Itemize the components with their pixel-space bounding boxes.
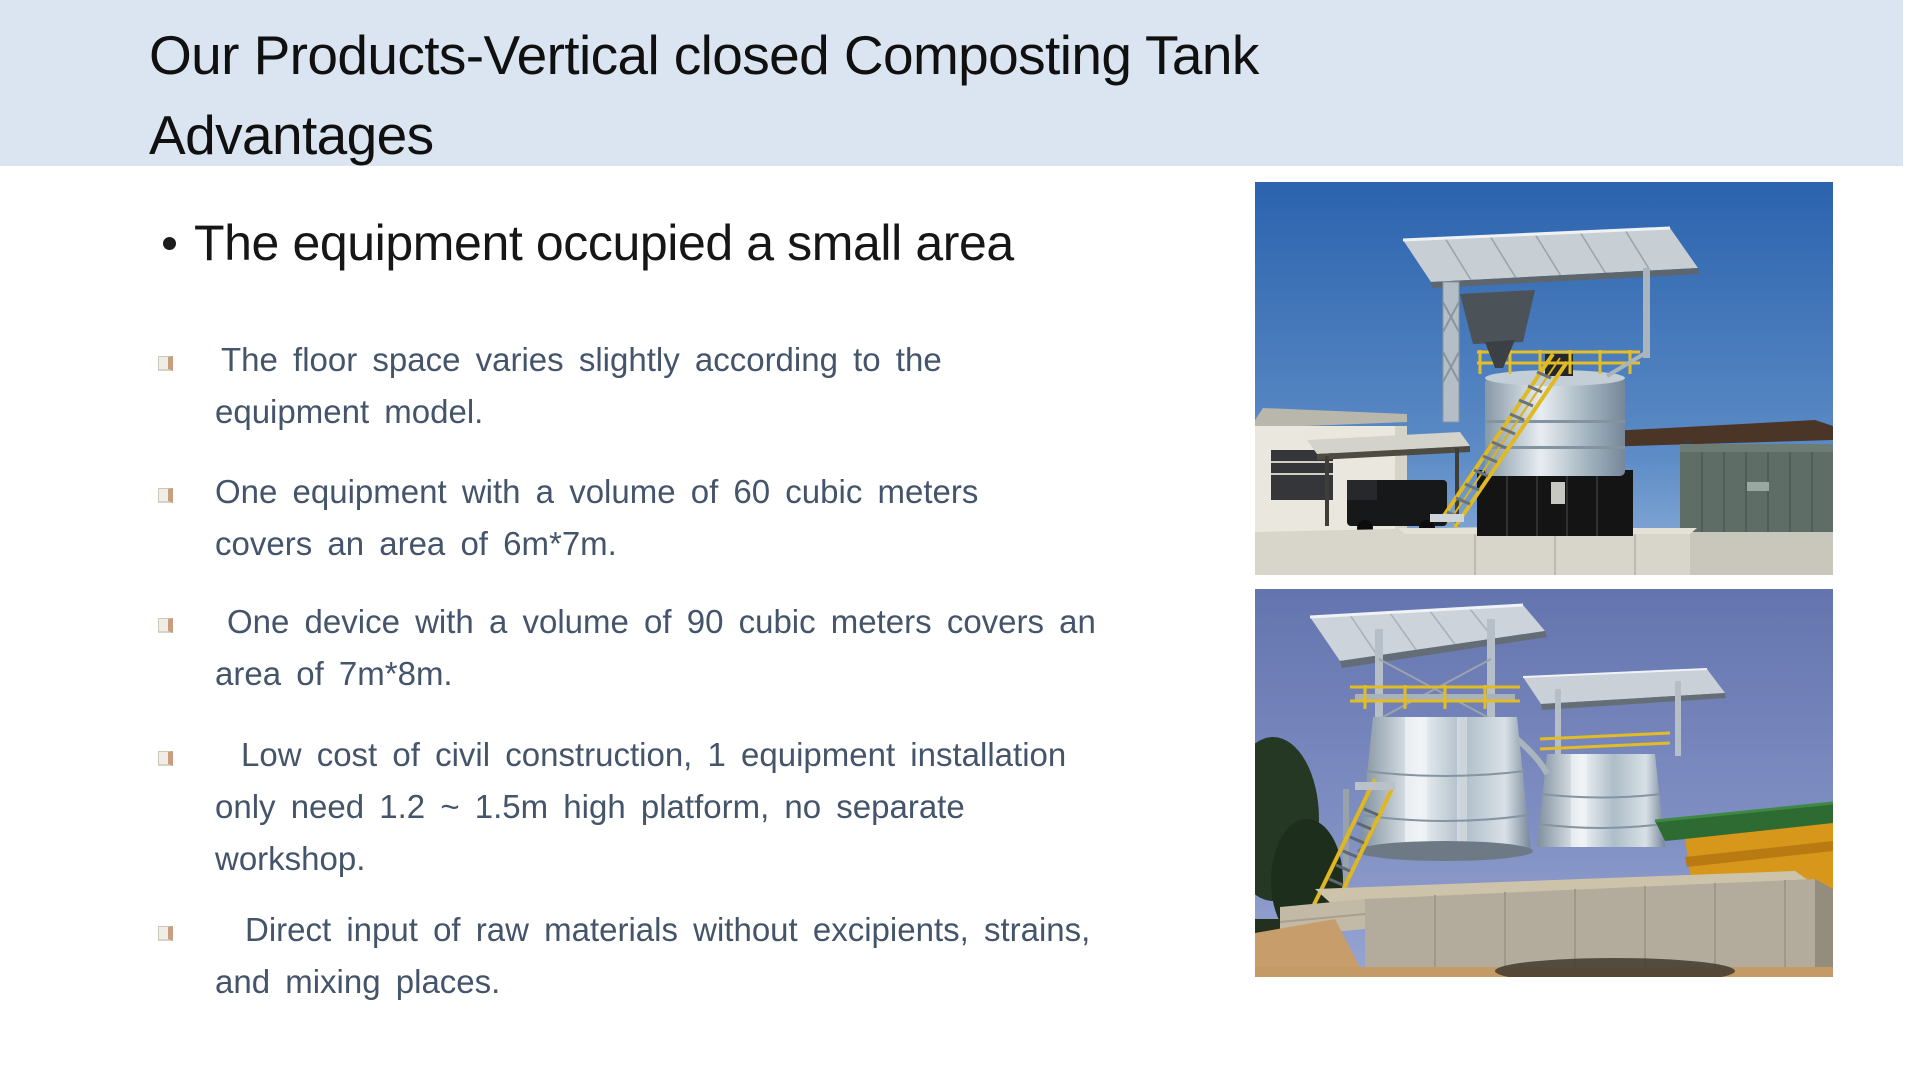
list-item xyxy=(158,729,1218,885)
square-bullet-icon xyxy=(158,618,173,633)
bullet-text-line: only need 1.2 ~ 1.5m high platform, no separate xyxy=(215,788,965,825)
twin-tanks-illustration xyxy=(1255,589,1833,977)
dot-bullet-icon xyxy=(163,237,176,250)
bullet-text-line: workshop. xyxy=(215,840,366,877)
square-bullet-icon xyxy=(158,926,173,941)
bullet-text-line: Direct input of raw materials without excipients, strains, xyxy=(245,911,1091,948)
square-bullet-icon xyxy=(158,356,173,371)
section-heading: The equipment occupied a small area xyxy=(194,215,1014,271)
bullet-text-line: Low cost of civil construction, 1 equipment installation xyxy=(241,736,1067,773)
list-item xyxy=(158,904,1218,1008)
bullet-text-line: equipment model. xyxy=(215,393,484,430)
twin-composting-tanks-photo xyxy=(1255,589,1833,977)
bullet-text-line: covers an area of 6m*7m. xyxy=(215,525,617,562)
list-item xyxy=(158,334,1218,438)
square-bullet-icon xyxy=(158,751,173,766)
bullet-text-line: One device with a volume of 90 cubic meters covers an xyxy=(227,603,1096,640)
list-item xyxy=(158,596,1218,700)
slide-title-line1: Our Products-Vertical closed Composting Tank xyxy=(149,24,1259,86)
bullet-text-line: area of 7m*8m. xyxy=(215,655,453,692)
slide-title-line2: Advantages xyxy=(149,104,434,166)
single-composting-tank-photo xyxy=(1255,182,1833,575)
bullet-text-line: One equipment with a volume of 60 cubic meters xyxy=(215,473,979,510)
list-item xyxy=(158,466,1218,570)
square-bullet-icon xyxy=(158,488,173,503)
single-tank-illustration xyxy=(1255,182,1833,575)
bullet-text-line: The floor space varies slightly according to the xyxy=(221,341,942,378)
bullet-text-line: and mixing places. xyxy=(215,963,501,1000)
header-band xyxy=(0,0,1903,166)
